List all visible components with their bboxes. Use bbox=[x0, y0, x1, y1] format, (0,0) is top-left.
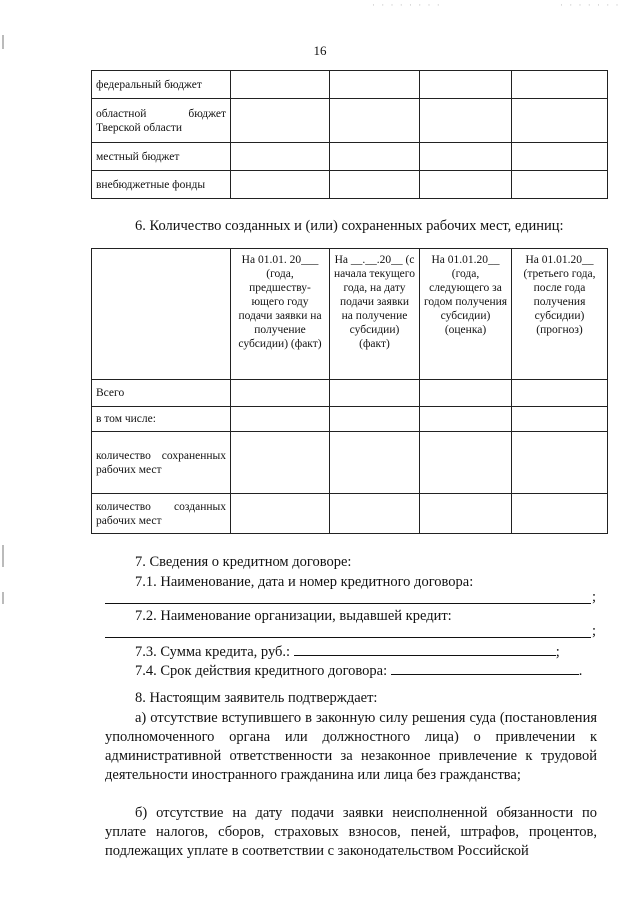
lender-field[interactable] bbox=[105, 637, 591, 638]
table-cell[interactable] bbox=[330, 407, 420, 432]
table-row bbox=[92, 380, 608, 407]
table-cell[interactable] bbox=[512, 432, 608, 494]
paragraph-a: а) отсутствие вступившего в законную силу решения суда (постановления уполномоченного органа или должностного лица) о привлечении к административной ответственности за незаконное привлечение к трудовой деятельности иностранного гражданина или лица без гражданства; bbox=[105, 710, 597, 783]
budget-sources-table bbox=[91, 70, 608, 199]
section-7-heading: 7. Сведения о кредитном договоре: bbox=[135, 554, 352, 570]
row-label: областной бюджет Тверской области bbox=[92, 99, 231, 143]
table-cell[interactable] bbox=[330, 143, 420, 171]
row-label: Всего bbox=[92, 380, 231, 407]
table-cell[interactable] bbox=[330, 380, 420, 407]
row-label: количество созданных рабочих мест bbox=[92, 494, 231, 534]
table-row bbox=[92, 494, 608, 534]
row-label: местный бюджет bbox=[92, 143, 231, 171]
loan-term-row bbox=[135, 660, 582, 680]
loan-amount-field[interactable] bbox=[294, 641, 556, 656]
scan-artifact bbox=[2, 592, 4, 604]
scan-artifact: · · · · · · · · bbox=[372, 0, 442, 10]
period: . bbox=[578, 663, 583, 679]
loan-agreement-field[interactable] bbox=[105, 603, 591, 604]
row-label: в том числе: bbox=[92, 407, 231, 432]
table-cell[interactable] bbox=[231, 432, 330, 494]
table-cell[interactable] bbox=[231, 407, 330, 432]
semicolon: ; bbox=[555, 644, 560, 660]
row-label: федеральный бюджет bbox=[92, 71, 231, 99]
table-cell[interactable] bbox=[330, 99, 420, 143]
table-cell[interactable] bbox=[330, 171, 420, 199]
paragraph-b: б) отсутствие на дату подачи заявки неисполненной обязанности по уплате налогов, сборов, страховых взносов, пеней, штрафов, процентов, подлежащих уплате в соответствии с законодательством Российской bbox=[105, 805, 597, 859]
loan-amount-label: 7.3. Сумма кредита, руб.: bbox=[135, 644, 291, 660]
row-label: внебюджетные фонды bbox=[92, 171, 231, 199]
semicolon: ; bbox=[592, 589, 597, 605]
table-cell[interactable] bbox=[420, 99, 512, 143]
table-cell[interactable] bbox=[330, 494, 420, 534]
table-cell[interactable] bbox=[231, 171, 330, 199]
table-cell[interactable] bbox=[512, 143, 608, 171]
table-row bbox=[92, 143, 608, 171]
loan-term-label: 7.4. Срок действия кредитного договора: bbox=[135, 663, 388, 679]
scan-artifact: · · · · · · · bbox=[560, 0, 621, 10]
table-cell[interactable] bbox=[512, 99, 608, 143]
scan-artifact bbox=[2, 545, 4, 567]
section-8-heading: 8. Настоящим заявитель подтверждает: bbox=[135, 690, 378, 706]
table-cell[interactable] bbox=[330, 432, 420, 494]
table-header-row bbox=[92, 249, 608, 380]
table-cell[interactable] bbox=[420, 143, 512, 171]
loan-amount-row bbox=[135, 641, 560, 661]
table-cell[interactable] bbox=[512, 494, 608, 534]
table-cell[interactable] bbox=[231, 380, 330, 407]
table-cell[interactable] bbox=[420, 407, 512, 432]
table-row bbox=[92, 171, 608, 199]
table-cell[interactable] bbox=[420, 494, 512, 534]
table-row bbox=[92, 71, 608, 99]
loan-agreement-label: 7.1. Наименование, дата и номер кредитного договора: bbox=[135, 574, 474, 590]
table-cell[interactable] bbox=[512, 171, 608, 199]
table-cell[interactable] bbox=[512, 380, 608, 407]
table-cell[interactable] bbox=[330, 71, 420, 99]
section-6-heading: 6. Количество созданных и (или) сохраненных рабочих мест, единиц: bbox=[135, 218, 564, 234]
table-cell[interactable] bbox=[420, 380, 512, 407]
table-cell[interactable] bbox=[231, 494, 330, 534]
jobs-table bbox=[91, 248, 608, 534]
column-header: На 01.01.20__ (третьего года, после года получения субсидии) (прогноз) bbox=[512, 249, 608, 380]
row-label: количество сохраненных рабочих мест bbox=[92, 432, 231, 494]
table-cell[interactable] bbox=[231, 99, 330, 143]
lender-label: 7.2. Наименование организации, выдавшей кредит: bbox=[135, 608, 452, 624]
column-header: На 01.01.20__ (года, следующего за годом получения субсидии) (оценка) bbox=[420, 249, 512, 380]
page-number: 16 bbox=[313, 43, 327, 58]
table-row bbox=[92, 432, 608, 494]
table-cell[interactable] bbox=[420, 171, 512, 199]
table-row bbox=[92, 99, 608, 143]
table-cell[interactable] bbox=[420, 71, 512, 99]
column-header: На 01.01. 20___ (года, предшеству-ющего году подачи заявки на получение субсидии) (факт) bbox=[231, 249, 330, 380]
table-cell[interactable] bbox=[231, 143, 330, 171]
column-header: На __.__.20__ (с начала текущего года, на дату подачи заявки на получение субсидии) (факт) bbox=[330, 249, 420, 380]
table-cell[interactable] bbox=[512, 71, 608, 99]
table-cell[interactable] bbox=[512, 407, 608, 432]
table-row bbox=[92, 407, 608, 432]
table-cell[interactable] bbox=[231, 71, 330, 99]
empty-header-cell bbox=[92, 249, 231, 380]
table-cell[interactable] bbox=[420, 432, 512, 494]
semicolon: ; bbox=[592, 623, 597, 639]
loan-term-field[interactable] bbox=[391, 660, 579, 675]
